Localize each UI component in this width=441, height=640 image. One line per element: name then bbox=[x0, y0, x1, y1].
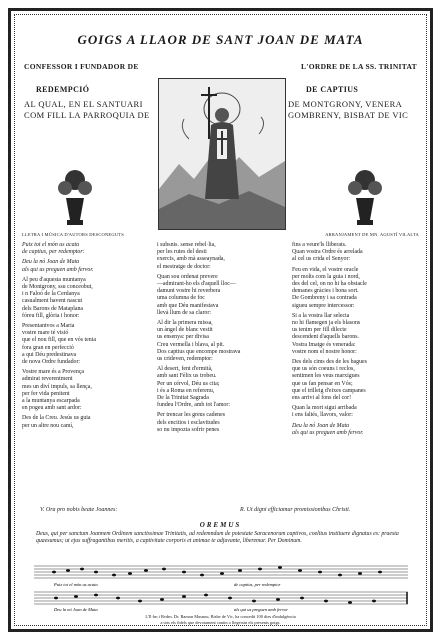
verse: Des de la Creu. Jesús us guia per un altre nou camí, bbox=[22, 415, 91, 429]
verse: Deu la nó Joan de Mata als qui us preguen amb fervor. bbox=[292, 422, 364, 436]
verse: Si a la vostra llar selecta no hi flamegen ja els blasons us tenim per fill dilecte descendent d'aquells barons. Vostra Imatge és venerada: vostre nom el nostre honor: bbox=[292, 312, 361, 355]
verse: Presentantvos a Maria vostre mare té visió que el nou fill, que en vós tenia fora gran en perfecció a qui Déu predestinava de nova Ordre fundador: bbox=[22, 323, 96, 366]
credit-left: LLETRA I MÚSICA D'AUTORS DESCONEGUTS bbox=[22, 232, 124, 237]
footer-indulgence bbox=[0, 614, 441, 625]
verse: i subsnis. sense rebel·lia, per les rutes del desti exercis, amb mà asseaynada, el mestratge de doctor: bbox=[157, 242, 225, 270]
music-score bbox=[34, 562, 408, 612]
verse: Des dels cims des de les bagues que us són coeuns i reclos, sentimen les veus marxigues que us fan pensar en Vós; que el trilleig d'eixes campanes ens arrivi al fons del cor! bbox=[292, 359, 367, 402]
verse: Puix tot el món us acata de captius, per redemptor: bbox=[22, 242, 85, 256]
side-right-line-2: GOMBRENY, BISBAT DE VIC bbox=[288, 110, 409, 120]
verse: Feu en vida, el vostre oracle per molts com la guia i nord, des del cel, on no hi ha obstacle demanes gràcies i bona sort. De Gombreny i sa contrada sigueu sempre intercessor: bbox=[292, 266, 367, 309]
subheading-right: DE CAPTIUS bbox=[306, 85, 359, 94]
verse: fins a veure'ls lliberats. Quan vostra Ordre és arrelada al cel us crida el Senyor: bbox=[292, 242, 363, 263]
heading-right: L'ORDRE DE LA SS. TRINITAT bbox=[301, 62, 417, 71]
verse: Per trencar les greus cadenes dels encitios i esclavitudes so nu impozta sofrir penes bbox=[157, 412, 226, 433]
side-left-line-1: AL QUAL, EN EL SANTUARI bbox=[24, 99, 143, 109]
verse-column-1 bbox=[22, 242, 148, 433]
music-lyric: als qui us preguen amb fervor bbox=[234, 607, 288, 612]
credit-right: ARRANJAMENT DE MN. AGUSTÍ VILALTA bbox=[325, 232, 419, 237]
side-right-line-1: DE MONTGRONY, VENERA bbox=[288, 99, 403, 109]
music-lyric: Puix tot el món us acata bbox=[54, 582, 98, 587]
verse: Al peu d'aquesta muntanya de Montgrony, ssu conceobut, i n Faloó de la Cerdanya casualment havent nascut dels Barons de Mataplana fóreu fill, glòria i honor: bbox=[22, 276, 93, 319]
verse: Vostre mare és a Provença admirat reverentment mes un diví impuls, sa llença, per fer vida penitent a la muntanya escarpada en pogeu amb sant ardor: bbox=[22, 369, 92, 412]
verse: Quan la mort sigui arribada i ens faltés, llavors, valor: bbox=[292, 405, 357, 419]
verse-column-3 bbox=[292, 242, 418, 440]
subheading-left: REDEMPCIÓ bbox=[36, 85, 90, 94]
verse: Deu la nó Joan de Mata als qui us preguen amb fervor. bbox=[22, 259, 94, 273]
music-lyric: de captius, per redemptor bbox=[234, 582, 281, 587]
page-title: GOIGS A LLAOR DE SANT JOAN DE MATA bbox=[77, 32, 364, 47]
saint-engraving bbox=[158, 78, 286, 230]
verse: Quan sou ordenat prevere —admirant-ho els d'aquell lloc— damunt vostre hi reverbera uma columna de foc amb que Déu manifestava llevà llum de sa claror: bbox=[157, 273, 236, 316]
response: R. Ut digni efficiamur promissionibus Christi. bbox=[240, 507, 351, 513]
oremus-prayer: Deus, qui per sanctum Joannem Ordinem sanctissimae Trinitatis, ad redemndum de potestate Saracenorum captivos, coelitus instituere dignatus es: praesta quaesumus; ut ejus suffragantibus meritis, a captivitate corporis et animae te adjuvante, liberemur. Per Dominum. bbox=[36, 531, 399, 545]
heading-left: CONFESSOR I FUNDADOR DE bbox=[24, 62, 139, 71]
oremus-heading: OREMUS bbox=[199, 521, 242, 529]
versicle: V. Ora pro nobis beate Joannes: bbox=[40, 507, 118, 513]
footer-line: L'Il·lm i Rvdm. Dr. Ramon Masnou, Bisbe de Vic, ha concedit 100 dies d'indulgència bbox=[145, 614, 296, 619]
verse-column-2 bbox=[157, 242, 283, 437]
music-lyric: Deu la nó Joan de Mata bbox=[54, 607, 98, 612]
verse: Al dir la primera missa, un àngel de blanc vestit us ensenya: per divisa Creu vermella i blava, al pit. Dos captius que encompe mostrava us crideven, redemptor: bbox=[157, 320, 241, 363]
left-flower-vase-icon bbox=[56, 168, 94, 228]
right-flower-vase-icon bbox=[346, 168, 384, 228]
footer-line: a tots els fidels que devotament cantin o llegeixin els presents goigs. bbox=[160, 619, 281, 625]
side-left-line-2: COM FILL LA PARROQUIA DE bbox=[24, 110, 150, 120]
verse: Al desert, fent d'ermità, amb sant Fèlix us trobeu. Per un cérvol, Déu us cita; i és a Roma en referenu, De la Trinitat Sagrada fundeu l'Ordre, amb tot l'amor: bbox=[157, 366, 230, 409]
